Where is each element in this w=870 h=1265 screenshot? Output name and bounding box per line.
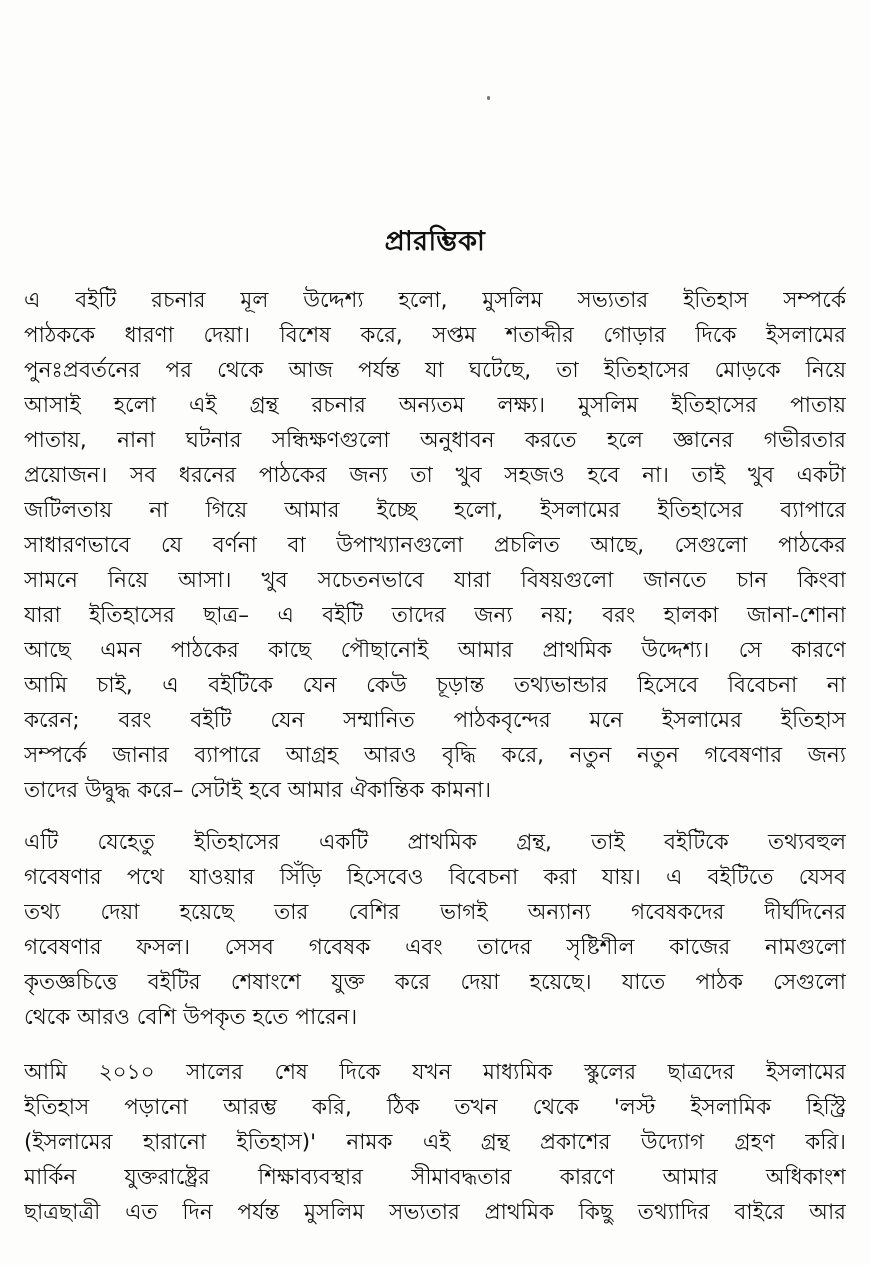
- paragraph-1-line-1: এ বইটি রচনার মূল উদ্দেশ্য হলো, মুসলিম সভ্যতার ইতিহাস সম্পর্কে: [24, 288, 846, 313]
- paragraph-1-line-6: প্রয়োজন। সব ধরনের পাঠকের জন্য তা খুব সহজও হবে না। তাই খুব একটা: [24, 463, 846, 488]
- paragraph-3-line-1: আমি ২০১০ সালের শেষ দিকে যখন মাধ্যমিক স্কুলের ছাত্রদের ইসলামের: [24, 1060, 846, 1085]
- paragraph-1-line-9: সামনে নিয়ে আসা। খুব সচেতনভাবে যারা বিষয়গুলো জানতে চান কিংবা: [24, 568, 846, 593]
- paragraph-1-line-15: তাদের উদ্বুদ্ধ করে– সেটাই হবে আমার ঐকান্তিক কামনা।: [24, 778, 492, 803]
- paragraph-3-line-3: (ইসলামের হারানো ইতিহাস)' নামক এই গ্রন্থ প্রকাশের উদ্যোগ গ্রহণ করি।: [24, 1130, 846, 1155]
- paragraph-3-line-4: মার্কিন যুক্তরাষ্ট্রের শিক্ষাব্যবস্থার সীমাবদ্ধতার কারণে আমার অধিকাংশ: [24, 1165, 846, 1190]
- paragraph-1-line-5: পাতায়, নানা ঘটনার সন্ধিক্ষণগুলো অনুধাবন করতে হলে জ্ঞানের গভীরতার: [24, 428, 846, 453]
- paragraph-3-line-5: ছাত্রছাত্রী এত দিন পর্যন্ত মুসলিম সভ্যতার প্রাথমিক কিছু তথ্যাদির বাইরে আর: [24, 1200, 846, 1225]
- paragraph-2-line-6: থেকে আরও বেশি উপকৃত হতে পারেন।: [24, 1005, 358, 1030]
- paragraph-1-line-10: যারা ইতিহাসের ছাত্র– এ বইটি তাদের জন্য নয়; বরং হালকা জানা-শোনা: [24, 603, 846, 628]
- paragraph-2-line-3: তথ্য দেয়া হয়েছে তার বেশির ভাগই অন্যান্য গবেষকদের দীর্ঘদিনের: [24, 900, 846, 925]
- paragraph-1-line-3: পুনঃপ্রবর্তনের পর থেকে আজ পর্যন্ত যা ঘটেছে, তা ইতিহাসের মোড়কে নিয়ে: [24, 358, 846, 383]
- paragraph-1-line-11: আছে এমন পাঠকের কাছে পৌছানোই আমার প্রাথমিক উদ্দেশ্য। সে কারণে: [24, 638, 846, 663]
- paragraph-2-line-5: কৃতজ্ঞচিত্তে বইটির শেষাংশে যুক্ত করে দেয়া হয়েছে। যাতে পাঠক সেগুলো: [24, 970, 846, 995]
- paragraph-1-line-8: সাধারণভাবে যে বর্ণনা বা উপাখ্যানগুলো প্রচলিত আছে, সেগুলো পাঠকের: [24, 533, 846, 558]
- paragraph-3-line-2: ইতিহাস পড়ানো আরম্ভ করি, ঠিক তখন থেকে 'লস্ট ইসলামিক হিস্ট্রি: [24, 1095, 846, 1120]
- paragraph-1-line-13: করেন; বরং বইটি যেন সম্মানিত পাঠকবৃন্দের মনে ইসলামের ইতিহাস: [24, 708, 846, 733]
- paragraph-1-line-14: সম্পর্কে জানার ব্যাপারে আগ্রহ আরও বৃদ্ধি করে, নতুন নতুন গবেষণার জন্য: [24, 743, 846, 768]
- paragraph-1-line-7: জটিলতায় না গিয়ে আমার ইচ্ছে হলো, ইসলামের ইতিহাসের ব্যাপারে: [24, 498, 846, 523]
- paragraph-1-line-4: আসাই হলো এই গ্রন্থ রচনার অন্যতম লক্ষ্য। মুসলিম ইতিহাসের পাতায়: [24, 393, 846, 418]
- paragraph-1-line-2: পাঠককে ধারণা দেয়া। বিশেষ করে, সপ্তম শতাব্দীর গোড়ার দিকে ইসলামের: [24, 323, 846, 348]
- page-title: প্রারম্ভিকা: [384, 226, 486, 257]
- paragraph-2-line-4: গবেষণার ফসল। সেসব গবেষক এবং তাদের সৃষ্টিশীল কাজের নামগুলো: [24, 935, 846, 960]
- paragraph-2-line-2: গবেষণার পথে যাওয়ার সিঁড়ি হিসেবেও বিবেচনা করা যায়। এ বইটিতে যেসব: [24, 865, 846, 890]
- paragraph-2-line-1: এটি যেহেতু ইতিহাসের একটি প্রাথমিক গ্রন্থ, তাই বইটিকে তথ্যবহুল: [24, 830, 846, 855]
- scan-speck: [487, 96, 490, 100]
- paragraph-1-line-12: আমি চাই, এ বইটিকে যেন কেউ চূড়ান্ত তথ্যভান্ডার হিসেবে বিবেচনা না: [24, 673, 846, 698]
